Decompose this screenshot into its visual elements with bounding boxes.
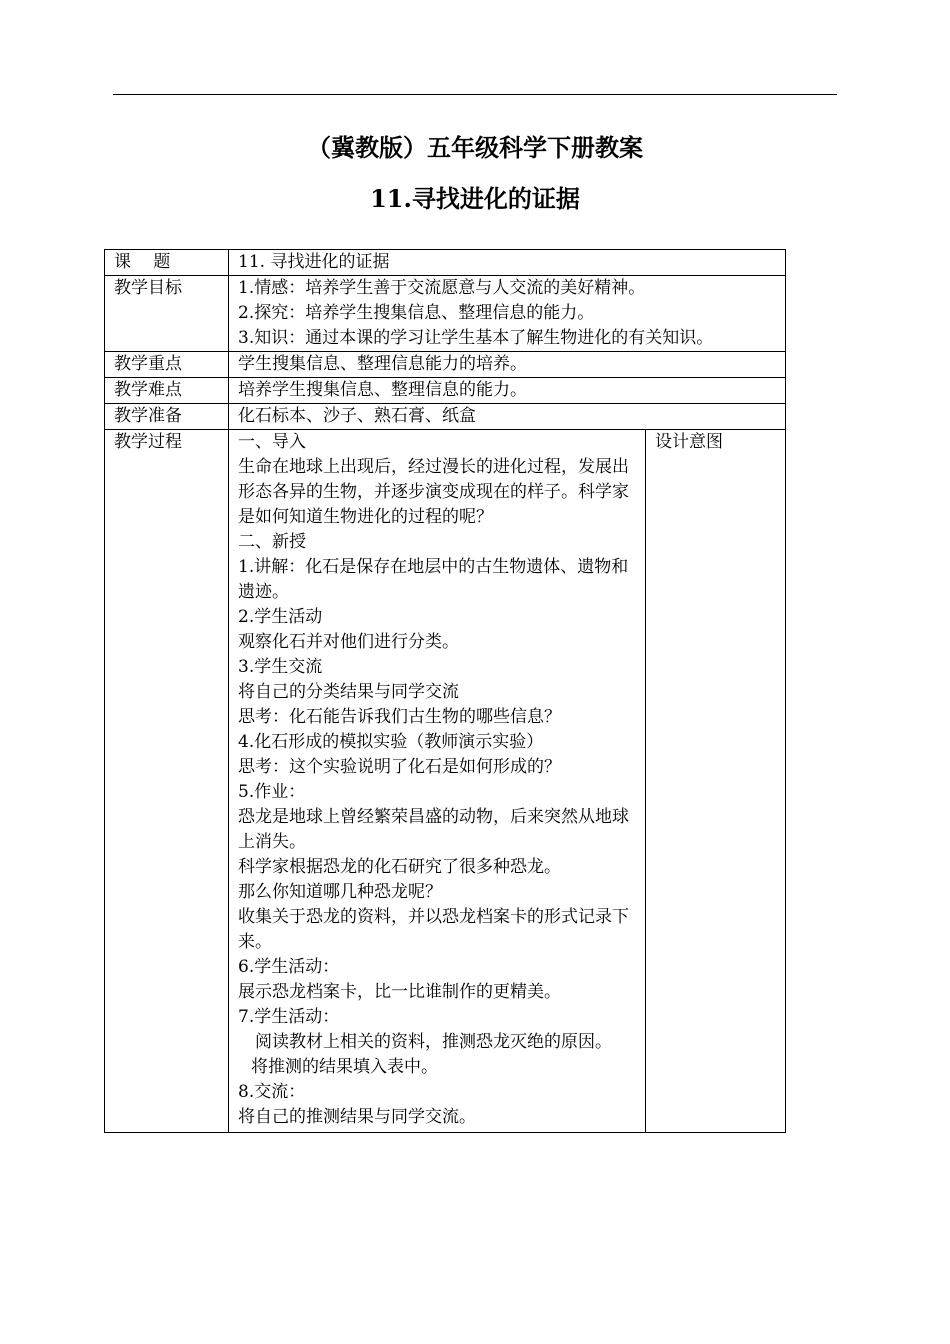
row-difficulty <box>105 378 786 404</box>
goals-label: 教学目标 <box>105 276 229 352</box>
goal-item: 3.知识：通过本课的学习让学生基本了解生物进化的有关知识。 <box>238 328 714 348</box>
key-value: 学生搜集信息、整理信息能力的培养。 <box>229 352 786 378</box>
process-line: 2.学生活动 <box>238 607 323 627</box>
process-line: 收集关于恐龙的资料，并以恐龙档案卡的形式记录下来。 <box>238 907 629 952</box>
process-line: 一、导入 <box>238 432 306 452</box>
process-line: 将自己的分类结果与同学交流 <box>238 682 459 702</box>
goal-item: 2.探究：培养学生搜集信息、整理信息的能力。 <box>238 303 595 323</box>
process-line: 展示恐龙档案卡，比一比谁制作的更精美。 <box>238 982 561 1002</box>
lesson-subtitle: 11.寻找进化的证据 <box>370 184 580 213</box>
process-line: 4.化石形成的模拟实验（教师演示实验） <box>238 732 544 752</box>
process-line: 7.学生活动： <box>238 1007 340 1027</box>
prep-value: 化石标本、沙子、熟石膏、纸盒 <box>229 404 786 430</box>
difficulty-label: 教学难点 <box>105 378 229 404</box>
row-process <box>105 430 786 1133</box>
row-goals <box>105 276 786 352</box>
row-topic <box>105 250 786 276</box>
process-line: 二、新授 <box>238 532 306 552</box>
process-line: 3.学生交流 <box>238 657 323 677</box>
process-line: 8.交流： <box>238 1082 306 1102</box>
process-line: 阅读教材上相关的资料，推测恐龙灭绝的原因。 <box>255 1032 612 1052</box>
process-line: 恐龙是地球上曾经繁荣昌盛的动物，后来突然从地球上消失。 <box>238 807 629 852</box>
process-line: 观察化石并对他们进行分类。 <box>238 632 459 652</box>
goals-cell <box>229 276 786 352</box>
process-line: 1.讲解：化石是保存在地层中的古生物遗体、遗物和遗迹。 <box>238 557 629 602</box>
document-title: （冀教版）五年级科学下册教案 <box>307 133 643 162</box>
header-rule <box>113 94 837 95</box>
goal-item: 1.情感：培养学生善于交流愿意与人交流的美好精神。 <box>238 278 646 298</box>
process-line: 将自己的推测结果与同学交流。 <box>238 1107 476 1127</box>
prep-label: 教学准备 <box>105 404 229 430</box>
topic-value: 11. 寻找进化的证据 <box>229 250 786 276</box>
row-key-point <box>105 352 786 378</box>
design-intent-cell: 设计意图 <box>646 430 786 1133</box>
process-cell <box>229 430 646 1133</box>
row-preparation <box>105 404 786 430</box>
difficulty-value: 培养学生搜集信息、整理信息的能力。 <box>229 378 786 404</box>
process-label: 教学过程 <box>105 430 229 1133</box>
process-line: 6.学生活动： <box>238 957 340 977</box>
key-label: 教学重点 <box>105 352 229 378</box>
process-line: 那么你知道哪几种恐龙呢？ <box>238 882 442 902</box>
process-line: 生命在地球上出现后，经过漫长的进化过程，发展出形态各异的生物，并逐步演变成现在的样子。科学家是如何知道生物进化的过程的呢？ <box>238 457 629 527</box>
process-line: 将推测的结果填入表中。 <box>251 1057 438 1077</box>
process-line: 科学家根据恐龙的化石研究了很多种恐龙。 <box>238 857 561 877</box>
process-line: 思考：这个实验说明了化石是如何形成的？ <box>238 757 561 777</box>
lesson-plan-table <box>104 249 786 1133</box>
process-line: 思考：化石能告诉我们古生物的哪些信息？ <box>238 707 561 727</box>
process-line: 5.作业： <box>238 782 306 802</box>
topic-label: 课 题 <box>105 250 229 276</box>
